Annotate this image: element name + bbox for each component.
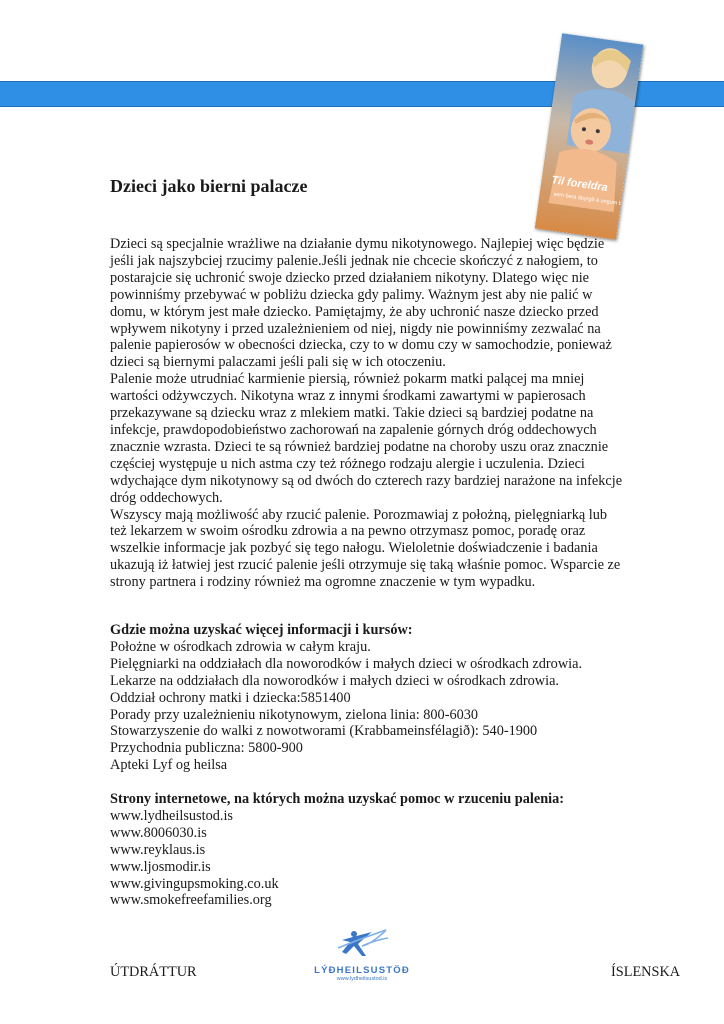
info-item: Apteki Lyf og heilsa — [110, 757, 228, 774]
info-item: Porady przy uzależnieniu nikotynowym, zielona linia: 800-6030 — [110, 706, 479, 723]
web-section — [110, 791, 630, 909]
paragraph: Dzieci są specjalnie wrażliwe na działanie dymu nikotynowego. Najlepiej więc będzie jeśli jak najszybciej rzucimy palenie.Jeśli jednak nie chcecie skończyć z nałogiem, to postarajcie się uchronić swoje dziecko przed działaniem nikotyny. Dlatego więc nie powinniśmy przebywać w pobliżu dziecka gdy palimy. Ważnym jest aby nie palić w domu, w którym jest małe dziecko. Pamiętajmy, że aby uchronić nasze dziecko przed wpływem nikotyny i przed uzależnieniem od niej, nigdy nie powinniśmy zezwalać na palenie papierosów w obecności dziecka, czy to w domu czy w samochodzie, ponieważ dzieci są biernymi palaczami jeśli pali się w ich otoczeniu. — [110, 236, 612, 371]
info-item: Lekarze na oddziałach dla noworodków i małych dzieci w ośrodkach zdrowia. — [110, 672, 559, 689]
web-links-list — [110, 808, 630, 909]
logo-url: www.lydheilsustod.is — [336, 976, 388, 982]
paragraph: Palenie może utrudniać karmienie piersią, również pokarm matki palącej ma mniej wartości odżywczych. Nikotyna wraz z innymi środkami zawartymi w papierosach przekazywane są dziecku wraz z mlekiem matki. Takie dzieci są bardziej podatne na infekcje, prawdopodobieństwo zachorowań na zapalenie górnych dróg oddechowych znacznie wzrasta. Dzieci te są również bardziej podatne na choroby uszu oraz znacznie częściej występuje u nich astma czy też różnego rodzaju alergie i uczulenia. Dzieci wdychające dym nikotynowy są od dwóch do czterech razy bardziej narażone na infekcje dróg oddechowych. — [110, 371, 623, 506]
info-item: Pielęgniarki na oddziałach dla noworodków i małych dzieci w ośrodkach zdrowia. — [110, 655, 583, 672]
info-item: Przychodnia publiczna: 5800-900 — [110, 740, 303, 757]
web-link[interactable]: www.givingupsmoking.co.uk — [110, 875, 279, 892]
web-link[interactable]: www.lydheilsustod.is — [110, 807, 233, 824]
body-text — [110, 236, 625, 591]
info-item: Stowarzyszenie do walki z nowotworami (Krabbameinsfélagið): 540-1900 — [110, 723, 538, 740]
paragraph: Wszyscy mają możliwość aby rzucić palenie. Porozmawiaj z położną, pielęgniarką lub też lekarzem w swoim ośrodku zdrowia a na pewno otrzymasz pomoc, poradę oraz wszelkie informacje jak pozbyć się tego nałogu. Wieloletnie doświadczenie i badania ukazują iż łatwiej jest rzucić palenie jeśli otrzymuje się taką właśnie pomoc. Wsparcie ze strony partnera i rodziny również ma ogromne znaczenie w tym wypadku. — [110, 506, 621, 591]
brochure-subtitle-text: sem bera ábyrgð á ungum börnum — [553, 191, 638, 210]
footer-right-label: ÍSLENSKA — [611, 964, 681, 980]
info-item: Oddział ochrony matki i dziecka:5851400 — [110, 689, 351, 706]
web-link[interactable]: www.8006030.is — [110, 824, 207, 841]
brochure-title-text: Til foreldra — [550, 174, 609, 195]
web-link[interactable]: www.ljosmodir.is — [110, 858, 211, 875]
info-section-heading: Gdzie można uzyskać więcej informacji i kursów: — [110, 622, 413, 638]
brochure-cover-image — [535, 33, 644, 239]
page-title: Dzieci jako bierni palacze — [110, 176, 308, 196]
info-list — [110, 639, 630, 774]
figure-logo-icon — [332, 926, 392, 962]
info-item: Położne w ośrodkach zdrowia w całym kraju. — [110, 638, 371, 655]
logo-name: LÝÐHEILSUSTÖÐ — [314, 965, 410, 976]
web-link[interactable]: www.smokefreefamilies.org — [110, 892, 272, 909]
info-section — [110, 622, 630, 774]
web-link[interactable]: www.reyklaus.is — [110, 841, 206, 858]
web-section-heading: Strony internetowe, na których można uzyskać pomoc w rzuceniu palenia: — [110, 791, 565, 807]
footer-left-label: ÚTDRÁTTUR — [110, 964, 197, 980]
lydheilsustod-logo — [310, 926, 414, 986]
